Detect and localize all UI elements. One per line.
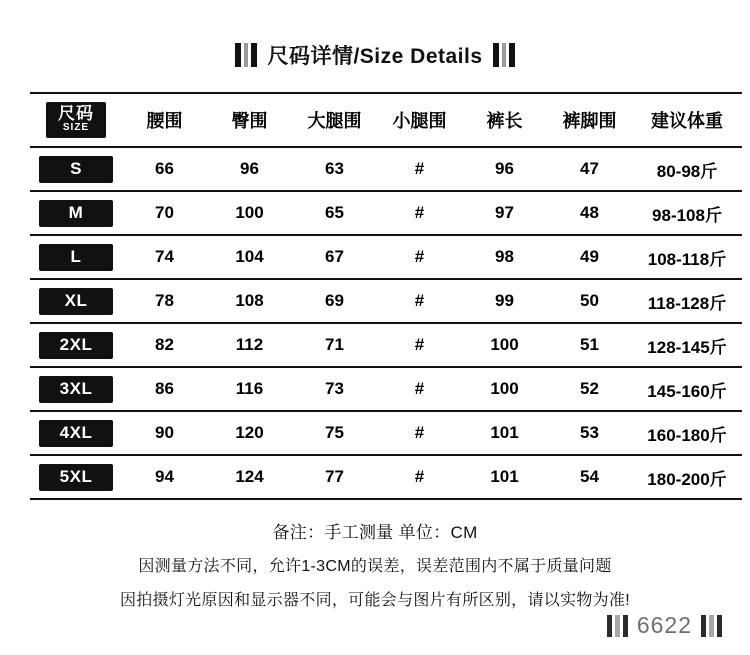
- row-size-cell: [30, 323, 122, 367]
- page-title-row: [0, 0, 750, 72]
- footer-left-bars-icon: [607, 615, 628, 637]
- table-row: [30, 323, 742, 367]
- cell-length: 100: [462, 323, 547, 367]
- cell-thigh: 67: [292, 235, 377, 279]
- cell-waist: 74: [122, 235, 207, 279]
- size-table: [30, 92, 742, 500]
- cell-hem: 53: [547, 411, 632, 455]
- cell-thigh: 71: [292, 323, 377, 367]
- header-weight: 建议体重: [632, 93, 742, 147]
- cell-hip: 108: [207, 279, 292, 323]
- cell-weight: 80-98斤: [632, 147, 742, 191]
- cell-hem: 49: [547, 235, 632, 279]
- cell-calf: #: [377, 279, 462, 323]
- cell-calf: #: [377, 367, 462, 411]
- cell-weight: 98-108斤: [632, 191, 742, 235]
- cell-hip: 112: [207, 323, 292, 367]
- note-color: 因拍摄灯光原因和显示器不同，可能会与图片有所区别，请以实物为准!: [119, 592, 631, 609]
- header-hem: 裤脚围: [547, 93, 632, 147]
- table-row: [30, 235, 742, 279]
- notes-section: [0, 516, 750, 618]
- cell-waist: 66: [122, 147, 207, 191]
- size-header-en: SIZE: [62, 122, 90, 134]
- cell-hip: 96: [207, 147, 292, 191]
- note-tolerance: 因测量方法不同，允许1-3CM的误差，误差范围内不属于质量问题: [138, 558, 612, 575]
- cell-weight: 145-160斤: [632, 367, 742, 411]
- size-chip: XL: [39, 288, 113, 315]
- row-size-cell: [30, 191, 122, 235]
- row-size-cell: [30, 279, 122, 323]
- cell-length: 98: [462, 235, 547, 279]
- footer-code: 6622: [636, 612, 692, 638]
- size-chip: M: [39, 200, 113, 227]
- size-chip: 2XL: [39, 332, 113, 359]
- cell-hem: 47: [547, 147, 632, 191]
- cell-waist: 82: [122, 323, 207, 367]
- footer-right-bars-icon: [701, 615, 722, 637]
- cell-length: 97: [462, 191, 547, 235]
- table-row: [30, 411, 742, 455]
- cell-hem: 52: [547, 367, 632, 411]
- table-row: [30, 147, 742, 191]
- cell-calf: #: [377, 147, 462, 191]
- header-thigh: 大腿围: [292, 93, 377, 147]
- cell-calf: #: [377, 191, 462, 235]
- header-length: 裤长: [462, 93, 547, 147]
- cell-weight: 128-145斤: [632, 323, 742, 367]
- cell-hip: 116: [207, 367, 292, 411]
- cell-weight: 160-180斤: [632, 411, 742, 455]
- cell-weight: 108-118斤: [632, 235, 742, 279]
- size-table-wrap: [30, 92, 727, 500]
- cell-waist: 90: [122, 411, 207, 455]
- header-hip: 臀围: [207, 93, 292, 147]
- header-calf: 小腿围: [377, 93, 462, 147]
- cell-hem: 48: [547, 191, 632, 235]
- size-header-cn: 尺码: [58, 104, 94, 124]
- cell-calf: #: [377, 455, 462, 499]
- cell-length: 101: [462, 411, 547, 455]
- page-title: 尺码详情/Size Details: [267, 45, 483, 68]
- table-header: [30, 93, 742, 147]
- cell-hip: 100: [207, 191, 292, 235]
- header-size: [30, 93, 122, 147]
- title-right-bars-icon: [493, 43, 515, 67]
- cell-length: 101: [462, 455, 547, 499]
- cell-hip: 120: [207, 411, 292, 455]
- size-chip: 4XL: [39, 420, 113, 447]
- row-size-cell: [30, 455, 122, 499]
- table-body: [30, 147, 742, 499]
- size-chip: 5XL: [39, 464, 113, 491]
- note-measurement: 备注：手工测量 单位：CM: [272, 523, 478, 542]
- cell-calf: #: [377, 235, 462, 279]
- row-size-cell: [30, 411, 122, 455]
- table-row: [30, 191, 742, 235]
- cell-length: 96: [462, 147, 547, 191]
- title-left-bars-icon: [235, 43, 257, 67]
- table-header-row: [30, 93, 742, 147]
- cell-thigh: 77: [292, 455, 377, 499]
- cell-length: 99: [462, 279, 547, 323]
- cell-hem: 54: [547, 455, 632, 499]
- footer: [607, 612, 722, 639]
- row-size-cell: [30, 235, 122, 279]
- table-row: [30, 279, 742, 323]
- header-waist: 腰围: [122, 93, 207, 147]
- size-chip: L: [39, 244, 113, 271]
- row-size-cell: [30, 147, 122, 191]
- cell-waist: 70: [122, 191, 207, 235]
- cell-calf: #: [377, 411, 462, 455]
- cell-hip: 104: [207, 235, 292, 279]
- table-row: [30, 455, 742, 499]
- cell-thigh: 63: [292, 147, 377, 191]
- cell-weight: 180-200斤: [632, 455, 742, 499]
- cell-waist: 86: [122, 367, 207, 411]
- cell-length: 100: [462, 367, 547, 411]
- size-chip: 3XL: [39, 376, 113, 403]
- cell-thigh: 69: [292, 279, 377, 323]
- cell-thigh: 73: [292, 367, 377, 411]
- cell-calf: #: [377, 323, 462, 367]
- size-header-badge: [46, 102, 106, 137]
- cell-waist: 78: [122, 279, 207, 323]
- cell-weight: 118-128斤: [632, 279, 742, 323]
- cell-thigh: 65: [292, 191, 377, 235]
- table-row: [30, 367, 742, 411]
- cell-hem: 51: [547, 323, 632, 367]
- cell-thigh: 75: [292, 411, 377, 455]
- cell-hem: 50: [547, 279, 632, 323]
- row-size-cell: [30, 367, 122, 411]
- size-chip: S: [39, 156, 113, 183]
- cell-hip: 124: [207, 455, 292, 499]
- cell-waist: 94: [122, 455, 207, 499]
